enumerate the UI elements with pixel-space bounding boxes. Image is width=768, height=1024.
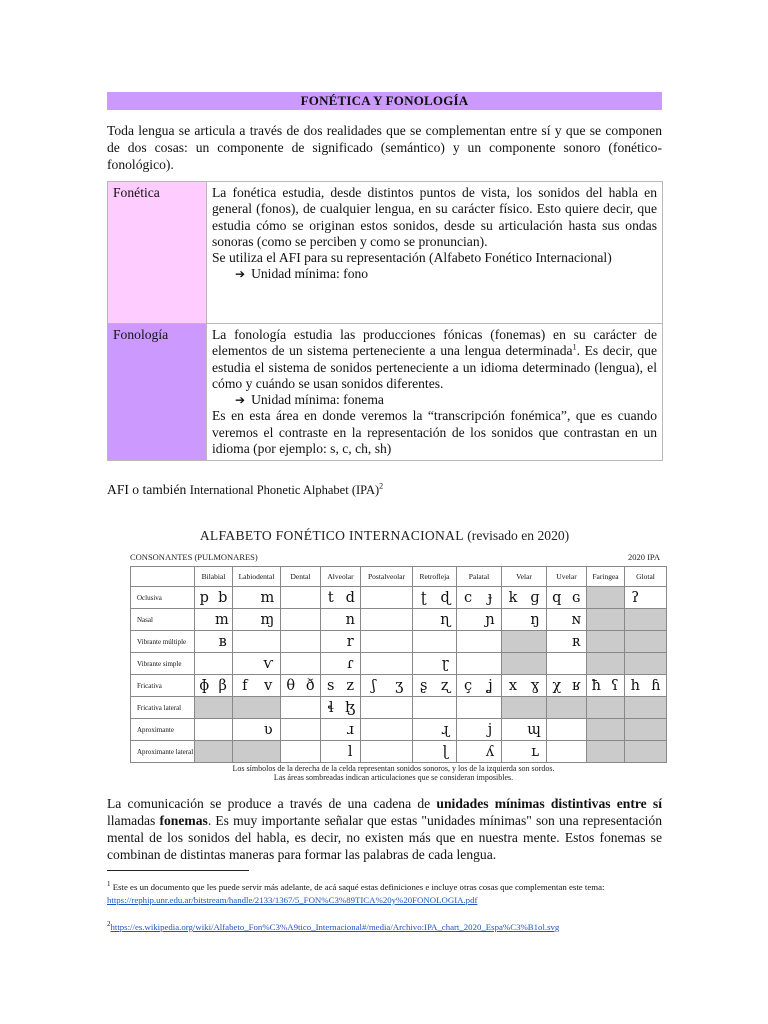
section-title: FONÉTICA Y FONOLOGÍA <box>107 92 662 110</box>
ipa-header-row <box>131 567 667 587</box>
ipa-symbol: ʂ <box>420 677 428 694</box>
footnote-1 <box>107 878 662 907</box>
ipa-cell <box>502 609 547 631</box>
ipa-cell <box>547 631 587 653</box>
ipa-symbol: ɭ <box>442 743 448 760</box>
ipa-subtitle-left: CONSONANTES (PULMONARES) <box>130 552 258 562</box>
ipa-symbol: s <box>327 677 335 694</box>
ipa-cell <box>195 631 233 653</box>
ipa-cell <box>457 697 502 719</box>
ipa-cell <box>361 741 413 763</box>
term-fonetica: Fonética <box>108 182 207 324</box>
ipa-cell <box>547 675 587 697</box>
ipa-symbol: l <box>347 743 353 760</box>
ipa-symbol: ɦ <box>651 677 661 694</box>
ipa-cell <box>281 741 321 763</box>
ipa-cell <box>547 609 587 631</box>
fonetica-unit <box>212 266 657 282</box>
ipa-cell <box>413 653 457 675</box>
footnote-ref-1[interactable]: 1 <box>572 342 577 352</box>
footnote-divider <box>107 870 249 871</box>
ipa-cell <box>321 653 361 675</box>
ipa-cell <box>587 719 625 741</box>
ipa-subtitle-right: 2020 IPA <box>627 552 660 562</box>
ipa-cell <box>413 697 457 719</box>
ipa-column-header: Faringea <box>587 567 625 587</box>
ipa-cell <box>625 587 667 609</box>
fonetica-paragraph-2: Se utiliza el AFI para su representación (Alfabeto Fonético Internacional) <box>212 250 612 266</box>
ipa-cell <box>321 697 361 719</box>
closing-text-1: La comunicación se produce a través de una cadena de <box>107 796 437 811</box>
ipa-row <box>131 587 667 609</box>
ipa-symbol: ʈ <box>420 589 427 606</box>
afi-rest: International Phonetic Alphabet (IPA) <box>189 483 380 497</box>
ipa-cell <box>547 719 587 741</box>
ipa-symbol: ç <box>463 677 473 694</box>
ipa-row-label: Vibrante simple <box>131 653 195 675</box>
fonologia-p1-after: . Es decir, que estudia el sistema de sonidos perteneciente a un idioma determinado (lengua), el cómo y cuándo se usan sonidos diferentes. <box>212 343 657 391</box>
ipa-cell <box>413 587 457 609</box>
ipa-cell <box>233 631 281 653</box>
ipa-cell <box>625 631 667 653</box>
ipa-cell <box>457 609 502 631</box>
ipa-symbol: ɴ <box>571 611 581 628</box>
ipa-symbol: ʃ <box>371 677 376 694</box>
ipa-cell <box>361 653 413 675</box>
ipa-symbol: h <box>630 677 640 694</box>
ipa-cell <box>281 697 321 719</box>
ipa-row <box>131 609 667 631</box>
closing-text-2: llamadas <box>107 813 160 828</box>
ipa-row <box>131 675 667 697</box>
ipa-cell <box>502 719 547 741</box>
ipa-symbol: ɳ <box>440 611 451 628</box>
ipa-symbol: ʝ <box>487 677 493 694</box>
ipa-cell <box>321 631 361 653</box>
ipa-symbol: ʒ <box>395 677 404 694</box>
ipa-row <box>131 741 667 763</box>
ipa-symbol: ɡ <box>530 589 540 606</box>
ipa-symbol: j <box>487 721 493 738</box>
ipa-cell <box>233 719 281 741</box>
ipa-symbol: k <box>508 589 518 606</box>
ipa-cell <box>413 675 457 697</box>
ipa-symbol: q <box>552 589 562 606</box>
ipa-cell <box>361 697 413 719</box>
fonologia-unit <box>212 392 657 408</box>
ipa-symbol: p <box>199 589 209 606</box>
ipa-symbol: m <box>260 589 275 606</box>
ipa-cell <box>233 653 281 675</box>
ipa-column-header: Alveolar <box>321 567 361 587</box>
ipa-row <box>131 697 667 719</box>
ipa-cell <box>281 587 321 609</box>
ipa-cell <box>587 697 625 719</box>
closing-bold-1: unidades mínimas distintivas entre sí <box>436 796 662 811</box>
ipa-cell <box>587 587 625 609</box>
ipa-symbol: ɲ <box>485 611 495 628</box>
footnote-ref-2[interactable]: 2 <box>379 481 384 491</box>
ipa-symbol: θ <box>286 677 296 694</box>
ipa-cell <box>457 741 502 763</box>
ipa-corner-cell <box>131 567 195 587</box>
footnote-1-text: Este es un documento que les puede servir más adelante, de acá saqué estas definiciones e incluye otras cosas que complementan este tema: <box>112 881 605 892</box>
footnote-1-link[interactable]: https://rephip.unr.edu.ar/bitstream/handle/2133/1367/5_FON%C3%89TICA%20y%20FONOLOGIA.pdf <box>107 894 478 905</box>
ipa-symbol: ʁ <box>572 677 581 694</box>
ipa-column-header: Uvelar <box>547 567 587 587</box>
ipa-cell <box>587 609 625 631</box>
ipa-cell <box>547 653 587 675</box>
fonologia-paragraph-2: Es en esta área en donde veremos la “transcripción fonémica”, que es cuando veremos el contraste en la representación de los sonidos que contrastan en un idioma (por ejemplo: s, c, ch, sh) <box>212 408 657 457</box>
ipa-cell <box>281 719 321 741</box>
ipa-consonant-chart <box>130 566 667 763</box>
ipa-symbol: ħ <box>591 677 601 694</box>
ipa-row-label: Nasal <box>131 609 195 631</box>
afi-heading <box>107 482 383 498</box>
ipa-symbol: ʟ <box>531 743 539 760</box>
ipa-symbol: ɻ <box>441 721 450 738</box>
fonologia-p1-before: La fonología estudia las producciones fónicas (fonemas) en su carácter de elementos de un sistema perteneciente a una lengua determinada <box>212 327 657 359</box>
arrow-right-icon: ➔ <box>235 267 246 282</box>
ipa-cell <box>281 653 321 675</box>
ipa-symbol: r <box>346 633 354 650</box>
ipa-cell <box>361 675 413 697</box>
ipa-cell <box>502 631 547 653</box>
ipa-symbol: v <box>264 677 273 694</box>
ipa-cell <box>195 587 233 609</box>
ipa-symbol: b <box>218 589 228 606</box>
ipa-symbol: c <box>463 589 473 606</box>
ipa-cell <box>413 609 457 631</box>
ipa-row-label: Oclusiva <box>131 587 195 609</box>
ipa-cell <box>502 697 547 719</box>
ipa-cell <box>195 719 233 741</box>
ipa-row <box>131 653 667 675</box>
ipa-row <box>131 631 667 653</box>
ipa-symbol: z <box>346 677 355 694</box>
ipa-cell <box>233 587 281 609</box>
ipa-symbol: ʐ <box>440 677 450 694</box>
ipa-column-header: Palatal <box>457 567 502 587</box>
ipa-symbol: ŋ <box>530 611 540 628</box>
ipa-symbol: ʕ <box>610 677 619 694</box>
ipa-cell <box>587 653 625 675</box>
ipa-symbol: ɾ <box>346 655 354 672</box>
ipa-symbol: ɖ <box>440 589 450 606</box>
ipa-cell <box>502 741 547 763</box>
ipa-row-label: Aproximante <box>131 719 195 741</box>
ipa-cell <box>233 609 281 631</box>
definition-fonetica <box>207 182 663 324</box>
ipa-symbol: ɹ <box>346 721 354 738</box>
ipa-cell <box>457 719 502 741</box>
ipa-cell <box>457 631 502 653</box>
ipa-cell <box>457 653 502 675</box>
ipa-cell <box>587 741 625 763</box>
ipa-cell <box>361 631 413 653</box>
ipa-column-header: Dental <box>281 567 321 587</box>
ipa-cell <box>502 653 547 675</box>
ipa-cell <box>233 741 281 763</box>
fonetica-paragraph-1: La fonética estudia, desde distintos puntos de vista, los sonidos del habla en general (fonos), de cualquier lengua, en su carácter físico. Esto quiere decir, que estudia cómo se originan estos sonidos, desde su articulación hasta sus ondas sonoras (como se perciben y como se pronuncian). <box>212 185 657 249</box>
ipa-cell <box>457 587 502 609</box>
term-fonologia: Fonología <box>108 324 207 461</box>
ipa-symbol: f <box>242 677 248 694</box>
ipa-symbol: ɱ <box>260 611 275 628</box>
ipa-row-label: Vibrante múltiple <box>131 631 195 653</box>
ipa-cell <box>547 741 587 763</box>
ipa-column-header: Glotal <box>625 567 667 587</box>
ipa-cell <box>321 675 361 697</box>
ipa-symbol: ɬ <box>327 699 334 716</box>
ipa-cell <box>233 697 281 719</box>
ipa-symbol: n <box>345 611 355 628</box>
definitions-table <box>107 181 663 461</box>
ipa-cell <box>281 675 321 697</box>
ipa-cell <box>413 741 457 763</box>
ipa-symbol: χ <box>552 677 562 694</box>
ipa-symbol: β <box>218 677 227 694</box>
ipa-symbol: d <box>345 589 355 606</box>
ipa-symbol: ɰ <box>527 721 541 738</box>
footnote-2 <box>107 918 662 934</box>
ipa-cell <box>321 719 361 741</box>
ipa-note-line-1: Los símbolos de la derecha de la celda representan sonidos sonoros, y los de la izquierda son sordos. <box>232 764 555 773</box>
ipa-chart-title <box>107 528 662 544</box>
afi-prefix: AFI o también <box>107 482 187 497</box>
footnote-2-mark: 2 <box>107 920 111 928</box>
ipa-cell <box>361 719 413 741</box>
ipa-symbol: ʔ <box>631 589 640 606</box>
closing-paragraph <box>107 795 662 863</box>
ipa-symbol: ɮ <box>345 699 356 716</box>
ipa-cell <box>625 719 667 741</box>
ipa-cell <box>502 675 547 697</box>
ipa-row-label: Fricativa lateral <box>131 697 195 719</box>
definition-fonologia <box>207 324 663 461</box>
ipa-cell <box>625 609 667 631</box>
ipa-symbol: ɽ <box>441 655 449 672</box>
ipa-symbol: x <box>508 677 518 694</box>
ipa-cell <box>587 631 625 653</box>
ipa-cell <box>361 609 413 631</box>
ipa-cell <box>195 697 233 719</box>
fonetica-unit-text: Unidad mínima: fono <box>251 266 369 282</box>
ipa-row-label: Aproximante lateral <box>131 741 195 763</box>
ipa-symbol: ⱱ <box>263 655 274 672</box>
ipa-symbol: ʀ <box>572 633 581 650</box>
ipa-cell <box>413 719 457 741</box>
footnote-1-mark: 1 <box>107 880 111 888</box>
ipa-cell <box>625 741 667 763</box>
ipa-cell <box>457 675 502 697</box>
footnote-2-link[interactable]: https://es.wikipedia.org/wiki/Alfabeto_Fon%C3%A9tico_Internacional#/media/Archivo:IPA_chart_2020_Espa%C3%B1ol.svg <box>110 921 560 932</box>
closing-text-3: . Es muy importante señalar que estas "unidades mínimas" son una representación mental de los sonidos del habla, es decir, no existen más que en nuestra mente. Estos fonemas se combinan de distintas maneras para formar las palabras de cada lengua. <box>107 813 662 862</box>
ipa-column-header: Postalveolar <box>361 567 413 587</box>
ipa-cell <box>321 609 361 631</box>
ipa-cell <box>281 609 321 631</box>
ipa-cell <box>195 741 233 763</box>
ipa-cell <box>625 675 667 697</box>
ipa-cell <box>195 609 233 631</box>
fonologia-paragraph-1 <box>212 327 657 392</box>
ipa-cell <box>547 587 587 609</box>
ipa-symbol: ɟ <box>487 589 493 606</box>
definition-row-fonologia <box>108 324 663 461</box>
ipa-column-header: Labiodental <box>233 567 281 587</box>
ipa-cell <box>587 675 625 697</box>
ipa-row-label: Fricativa <box>131 675 195 697</box>
ipa-symbol: ɢ <box>572 589 581 606</box>
ipa-symbol: ð <box>305 677 315 694</box>
ipa-symbol: ɸ <box>199 677 210 694</box>
intro-paragraph: Toda lengua se articula a través de dos realidades que se complementan entre sí y que se componen de dos cosas: un componente de significado (semántico) y un componente sonoro (fonético-fonológico). <box>107 123 662 172</box>
ipa-symbol: ʎ <box>485 743 495 760</box>
ipa-cell <box>625 653 667 675</box>
fonologia-unit-text: Unidad mínima: fonema <box>251 392 384 408</box>
ipa-cell <box>321 587 361 609</box>
ipa-cell <box>361 587 413 609</box>
ipa-symbol: ɣ <box>530 677 540 694</box>
ipa-cell <box>413 631 457 653</box>
ipa-cell <box>195 653 233 675</box>
ipa-cell <box>502 587 547 609</box>
ipa-title-main: ALFABETO FONÉTICO INTERNACIONAL <box>199 528 464 543</box>
ipa-cell <box>547 697 587 719</box>
definition-row-fonetica <box>108 182 663 324</box>
ipa-cell <box>233 675 281 697</box>
ipa-note-line-2: Las áreas sombreadas indican articulaciones que se consideran imposibles. <box>273 773 514 782</box>
ipa-cell <box>321 741 361 763</box>
ipa-symbol: t <box>327 589 334 606</box>
ipa-symbol: ʙ <box>218 633 227 650</box>
ipa-cell <box>195 675 233 697</box>
closing-bold-2: fonemas <box>159 813 208 828</box>
ipa-cell <box>281 631 321 653</box>
ipa-column-header: Velar <box>502 567 547 587</box>
ipa-cell <box>625 697 667 719</box>
ipa-chart-note <box>130 764 657 782</box>
ipa-row <box>131 719 667 741</box>
ipa-column-header: Retrofleja <box>413 567 457 587</box>
ipa-symbol: m <box>214 611 229 628</box>
ipa-title-revision: (revisado en 2020) <box>467 528 570 543</box>
arrow-right-icon: ➔ <box>235 393 246 408</box>
ipa-column-header: Bilabial <box>195 567 233 587</box>
ipa-symbol: ʋ <box>263 721 273 738</box>
